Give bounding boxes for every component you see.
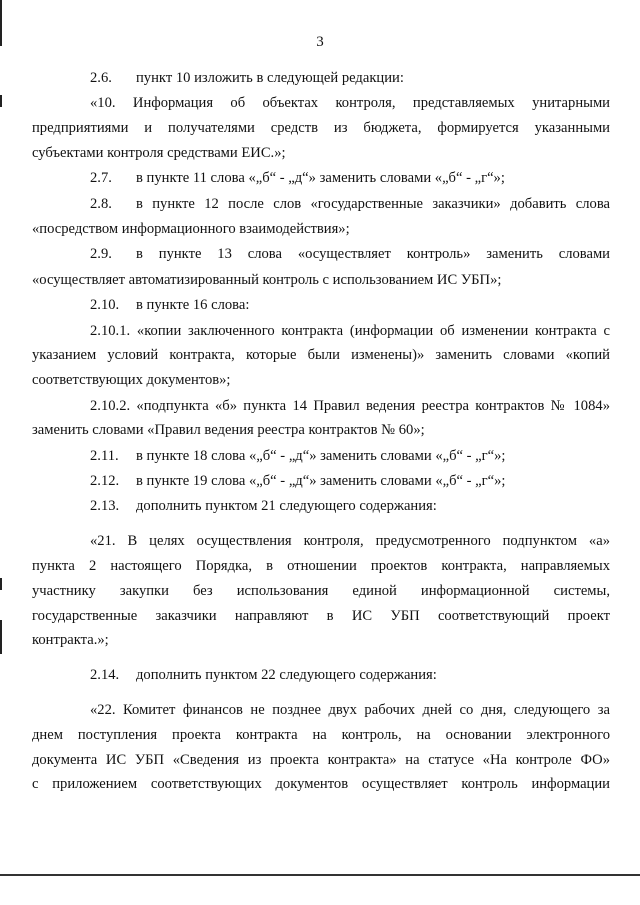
text-line: документа ИС УБП «Сведения из проекта контракта» на статусе «На контроле ФО» bbox=[32, 751, 610, 768]
item-text: дополнить пунктом 21 следующего содержания: bbox=[136, 498, 437, 515]
numbered-item bbox=[90, 444, 610, 469]
page-number: 3 bbox=[316, 34, 324, 50]
scan-bottom-edge bbox=[0, 874, 640, 876]
text-line: предприятиями и получателями средств из бюджета, формируется указанными bbox=[32, 120, 610, 137]
item-number: 2.8. bbox=[90, 195, 112, 212]
paragraph bbox=[32, 91, 610, 165]
text-line: пункта 2 настоящего Порядка, в отношении проектов контракта, направляемых bbox=[32, 558, 610, 575]
numbered-item bbox=[90, 494, 610, 519]
scan-edge-mark bbox=[0, 0, 2, 46]
paragraph bbox=[32, 529, 610, 653]
item-number: 2.9. bbox=[90, 246, 112, 263]
text-line: указанием условий контракта, которые были изменены)» заменить словами «копий bbox=[32, 347, 610, 364]
text-line bbox=[90, 242, 610, 267]
scan-edge-mark bbox=[0, 620, 2, 654]
paragraph bbox=[32, 698, 610, 797]
item-number: 2.13. bbox=[90, 498, 120, 515]
scan-edge-mark bbox=[0, 578, 2, 590]
numbered-item bbox=[90, 469, 610, 494]
paragraph bbox=[32, 319, 610, 393]
numbered-item bbox=[90, 166, 610, 191]
numbered-item bbox=[32, 242, 610, 292]
text-line: государственные заказчики направляют в ИС УБП соответствующий проект bbox=[32, 607, 610, 624]
text-line: 2.10.2. «подпункта «б» пункта 14 Правил ведения реестра контрактов № 1084» bbox=[90, 397, 610, 414]
text-line: «осуществляет автоматизированный контроль с использованием ИС УБП»; bbox=[32, 271, 502, 288]
text-line: участнику закупки без использования единой информационной системы, bbox=[32, 582, 610, 599]
item-text: дополнить пунктом 22 следующего содержания: bbox=[136, 667, 437, 684]
text-line: «22. Комитет финансов не позднее двух рабочих дней со дня, следующего за bbox=[90, 702, 610, 719]
item-text: в пункте 16 слова: bbox=[136, 297, 250, 314]
item-number: 2.14. bbox=[90, 667, 120, 684]
item-text: пункт 10 изложить в следующей редакции: bbox=[136, 70, 404, 86]
text-line bbox=[90, 192, 610, 217]
item-number: 2.11. bbox=[90, 447, 119, 464]
text-line: «посредством информационного взаимодействия»; bbox=[32, 221, 350, 238]
text-line: заменить словами «Правил ведения реестра контрактов № 60»; bbox=[32, 422, 425, 439]
text-line: с приложением соответствующих документов осуществляет контроль информации bbox=[32, 776, 610, 793]
numbered-item bbox=[32, 192, 610, 242]
item-text: в пункте 13 слова «осуществляет контроль» заменить словами bbox=[136, 246, 610, 263]
text-line: контракта.»; bbox=[32, 632, 109, 649]
item-number: 2.7. bbox=[90, 170, 112, 187]
numbered-item bbox=[90, 293, 610, 318]
numbered-item bbox=[90, 66, 610, 91]
item-number: 2.10. bbox=[90, 297, 120, 314]
item-text: в пункте 12 после слов «государственные заказчики» добавить слова bbox=[136, 195, 610, 212]
text-line: днем поступления проекта контракта на контроль, на основании электронного bbox=[32, 726, 610, 743]
numbered-item bbox=[90, 663, 610, 688]
text-line: «21. В целях осуществления контроля, предусмотренного подпунктом «а» bbox=[90, 533, 610, 550]
document-body bbox=[32, 66, 610, 798]
item-number: 2.12. bbox=[90, 473, 120, 490]
text-line: субъектами контроля средствами ЕИС.»; bbox=[32, 144, 286, 161]
item-text: в пункте 18 слова «„б“ - „д“» заменить словами «„б“ - „г“»; bbox=[136, 447, 506, 464]
item-number: 2.6. bbox=[90, 70, 112, 86]
text-line: «10. Информация об объектах контроля, представляемых унитарными bbox=[90, 95, 610, 112]
paragraph bbox=[32, 394, 610, 444]
item-text: в пункте 11 слова «„б“ - „д“» заменить словами «„б“ - „г“»; bbox=[136, 170, 505, 187]
text-line: 2.10.1. «копии заключенного контракта (информации об изменении контракта с bbox=[90, 322, 610, 339]
item-text: в пункте 19 слова «„б“ - „д“» заменить словами «„б“ - „г“»; bbox=[136, 473, 506, 490]
scan-edge-mark bbox=[0, 95, 2, 107]
text-line: соответствующих документов»; bbox=[32, 372, 231, 389]
